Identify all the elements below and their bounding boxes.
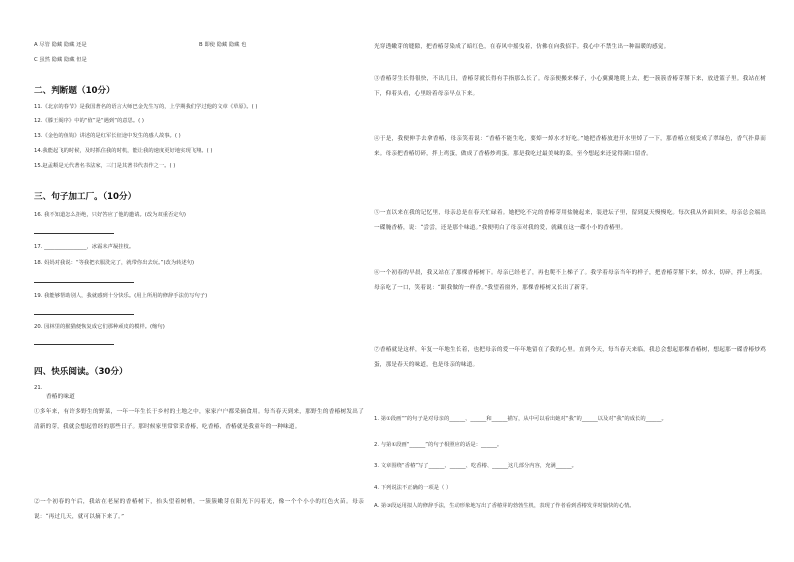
passage-paragraph-4: ④于是，我便伸手去拿香椿，母亲笑着说：“香椿不能生吃，要焯一焯水才好吃。”她把香椿放进开水里焯了一下，那香椿立刻变成了翠绿色，香气扑鼻而来。母亲把香椿切碎，拌上鸡蛋，做成了香椿炒鸡蛋。那是我吃过最美味的菜，至今想起来还觉得满口留香。 [374,136,766,157]
answer-line-19[interactable] [34,314,134,315]
option-b: B 即使 隐藏 隐藏 也 [199,42,247,48]
option-c: C 虽然 隐藏 隐藏 但是 [34,57,87,63]
question-11: 11.《北京的春节》是我国著名的语言大师巴金先生写的，上学期我们学过他的文章《草原》。( ) [34,104,258,110]
question-18: 18. 妈妈对我说：“等我把衣服洗完了，就带你出去玩。”(改为转述句) [34,260,195,266]
question-15: 15.赵孟頫是元代著名书法家，三门是其著书代表作之一。( ) [34,163,176,169]
answer-line-20[interactable] [34,344,114,345]
question-12: 12.《滕王阁序》中的“值”是“遇到”的意思。( ) [34,118,144,124]
question-19: 19. 我能够帮助别人，我就感到十分快乐。(用上所用的修辞手法仿写句子) [34,293,208,299]
answer-line-18[interactable] [34,282,134,283]
passage-paragraph-2: ②一个初春的午后，我站在老屋的香椿树下，抬头望着树梢，一簇簇嫩芽在阳光下闪着光，像一个个小小的红色火苗。母亲说：“再过几天，就可以摘下来了。” [34,499,364,520]
section-4-title: 四、快乐阅读。（30分） [34,367,128,377]
passage-paragraph-2-cont: 光穿透嫩芽的缝隙，把香椿芽染成了暗红色，在春风中摇曳着，仿佛在向我招手。我心中不禁生出一种温暖的感觉。 [374,44,670,50]
reading-option-a: A. 第③段运用拟人的修辞手法，生动形象地写出了香椿芽的勃勃生机，表现了作者看到香椿发芽时愉快的心情。 [374,503,635,509]
question-16: 16. 我不知道怎么拒绝，只好答应了他的邀请。(改为双重否定句) [34,212,186,218]
question-13: 13.《金色的鱼钩》讲述的是红军长征途中发生的感人故事。( ) [34,133,181,139]
passage-paragraph-1: ①多年来，有许多野生的野菜，一年一年生长于乡村的土地之中，家家户户都采摘食用。每当春天到来，那野生的香椿树发出了清新的芽，我就会想起曾经的那些日子。那时候家里常常采香椿，吃香椿，香椿就是我童年的一种味道。 [34,409,364,430]
section-3-title: 三、句子加工厂。（10分） [34,192,137,202]
reading-question-2: 2. 与第①段画“______”的句子相照应的话是：______。 [374,442,503,448]
option-a: A 尽管 隐藏 隐藏 还是 [34,42,87,48]
passage-paragraph-3: ③香椿芽生长得很快，不出几日，香椿芽就长得有手指那么长了。母亲便搬来梯子，小心翼翼地爬上去，把一簇簇香椿芽掰下来，放进篮子里。我站在树下，仰着头看，心里盼着母亲早点下来。 [374,76,766,97]
question-14: 14.我能起飞的时候，及时抓住我的时机，能让我的速度更好地实现飞翔。( ) [34,148,213,154]
reading-question-1: 1. 第①段画“”的句子是对母亲的______、______和______描写，从中可以看出她对“我”的______以及对“我”的成长的______。 [374,416,667,422]
passage-paragraph-6: ⑥一个初春的早晨，我又站在了那棵香椿树下。母亲已经老了，再也爬不上梯子了。我学着母亲当年的样子，把香椿芽掰下来，焯水，切碎，拌上鸡蛋。母亲吃了一口，笑着说：“跟我做的一样香。”我望着窗外，那棵香椿树又长出了新芽。 [374,270,766,291]
reading-question-3: 3. 文章围绕“香椿”写了______、______、吃香椿、______这几部分内容，充满______。 [374,463,577,469]
passage-paragraph-5: ⑤一直以来在我的记忆里，母亲总是在春天忙碌着。她把吃不完的香椿芽用盐腌起来，装进坛子里，留到夏天慢慢吃。每次我从外面回来，母亲总会端出一碟腌香椿，说：“尝尝，还是那个味道。”我便明白了母亲对我的爱，就藏在这一碟小小的香椿里。 [374,210,766,231]
reading-question-4: 4. 下列说法不正确的一项是（ ） [374,485,452,491]
passage-number: 21. [34,385,43,391]
section-2-title: 二、判断题（10分） [34,86,115,96]
answer-line-16[interactable] [34,233,114,234]
passage-title: 香椿的味道 [46,394,75,400]
question-17: 17. ________________，冰霜未声凝挂枝。 [34,244,135,250]
question-20: 20. 园林里的猴猫便恢复成它们那种顽皮的模样。(缩句) [34,324,165,330]
passage-paragraph-7: ⑦香椿就是这样，年复一年地生长着，也把母亲的爱一年年地留在了我的心里。直到今天，每当春天来临，我总会想起那棵香椿树，想起那一碟香椿炒鸡蛋，那是春天的味道，也是母亲的味道。 [374,347,766,368]
